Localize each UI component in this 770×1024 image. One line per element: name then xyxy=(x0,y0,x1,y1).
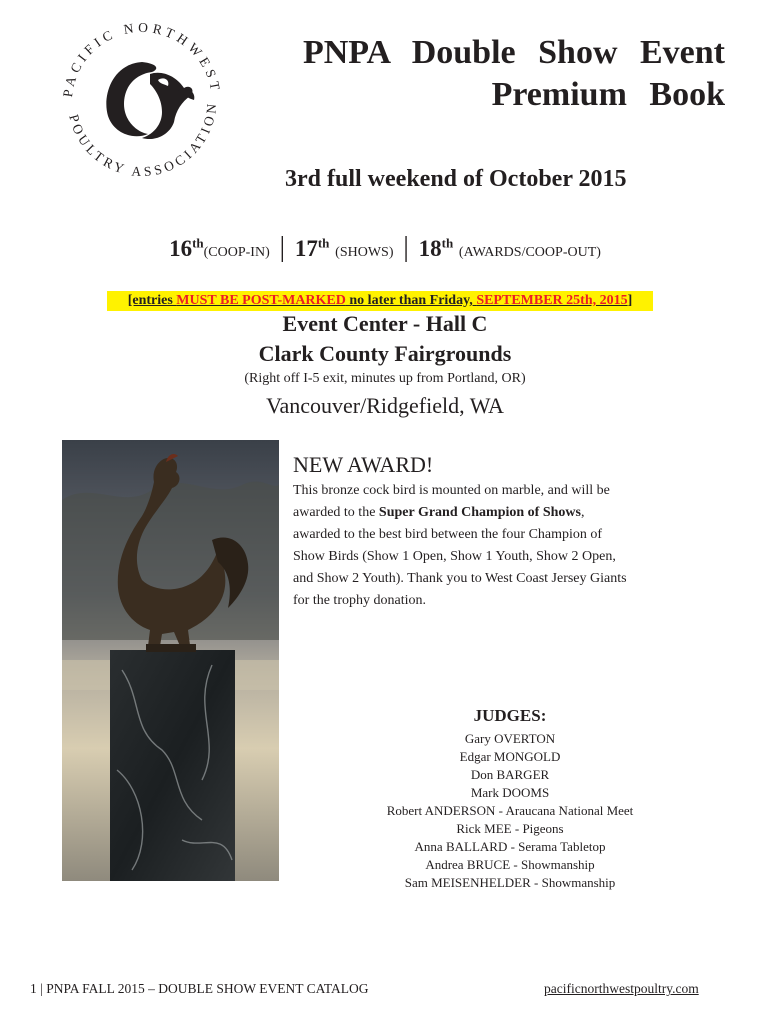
date-note: (AWARDS/COOP-OUT) xyxy=(458,245,601,260)
bronze-rooster-trophy-photo xyxy=(62,440,279,881)
judges-list xyxy=(360,730,660,892)
deadline-text: no later than Friday, xyxy=(345,293,477,308)
date-day: 16 xyxy=(169,236,193,261)
judge-item: Mark DOOMS xyxy=(470,785,550,800)
title-line-1: PNPA Double Show Event xyxy=(302,34,725,71)
date-note: (COOP-IN) xyxy=(203,245,270,260)
date-18 xyxy=(419,236,601,261)
date-separator: | xyxy=(403,232,409,263)
judge-item: Anna BALLARD - Serama Tabletop xyxy=(414,839,606,854)
venue-directions: (Right off I-5 exit, minutes up from Portland, OR) xyxy=(244,371,526,386)
hen-and-rooster-icon xyxy=(106,62,194,139)
deadline-date: SEPTEMBER 25th, 2015 xyxy=(476,293,628,308)
date-suffix: th xyxy=(317,235,330,251)
venue-city: Vancouver/Ridgefield, WA xyxy=(266,393,504,418)
judge-item: Rick MEE - Pigeons xyxy=(456,821,564,836)
venue-hall: Event Center - Hall C xyxy=(282,311,488,336)
award-text: , awarded to the best bird between the four Champion of Show Birds (Show 1 Open, Show 1 Youth, Show 2 Open, and Show 2 Youth). Thank you to West Coast Jersey Giants for the trophy donation. xyxy=(293,505,627,608)
date-day: 18 xyxy=(418,236,442,261)
date-17 xyxy=(295,236,394,261)
date-suffix: th xyxy=(192,235,204,251)
date-separator: | xyxy=(279,232,286,263)
svg-text:PACIFIC NORTHWEST: PACIFIC NORTHWEST xyxy=(60,19,224,99)
date-note: (SHOWS) xyxy=(335,245,394,260)
award-text: This bronze cock bird is mounted on marble, and will be awarded to the xyxy=(293,483,610,520)
venue-name: Clark County Fairgrounds xyxy=(258,341,512,366)
judge-item: Andrea BRUCE - Showmanship xyxy=(425,857,595,872)
entry-deadline xyxy=(107,291,653,311)
title-line-2: Premium Book xyxy=(491,76,725,113)
award-name: Super Grand Champion of Shows xyxy=(378,505,581,520)
website-link[interactable]: pacificnorthwestpoultry.com xyxy=(544,981,699,996)
date-16 xyxy=(169,236,270,261)
event-dates xyxy=(0,232,770,264)
judge-item: Robert ANDERSON - Araucana National Meet xyxy=(386,803,634,818)
pnpa-logo xyxy=(50,10,235,195)
judge-item: Sam MEISENHELDER - Showmanship xyxy=(404,875,616,890)
svg-text:POULTRY ASSOCIATION: POULTRY ASSOCIATION xyxy=(66,99,220,180)
date-day: 17 xyxy=(294,236,318,261)
page-footer: 1 | PNPA FALL 2015 – DOUBLE SHOW EVENT CATALOG xyxy=(30,981,369,996)
deadline-emphasis: MUST BE POST-MARKED xyxy=(176,293,346,308)
judge-item: Gary OVERTON xyxy=(464,731,556,746)
judge-item: Don BARGER xyxy=(470,767,550,782)
deadline-text: [entries xyxy=(127,293,177,308)
deadline-text: ] xyxy=(627,293,633,308)
document-title xyxy=(270,32,725,116)
award-description xyxy=(293,480,633,612)
date-suffix: th xyxy=(441,235,454,251)
judge-item: Edgar MONGOLD xyxy=(459,749,561,764)
event-weekend: 3rd full weekend of October 2015 xyxy=(285,166,627,192)
judges-heading: JUDGES: xyxy=(473,706,547,725)
award-heading: NEW AWARD! xyxy=(293,452,434,477)
